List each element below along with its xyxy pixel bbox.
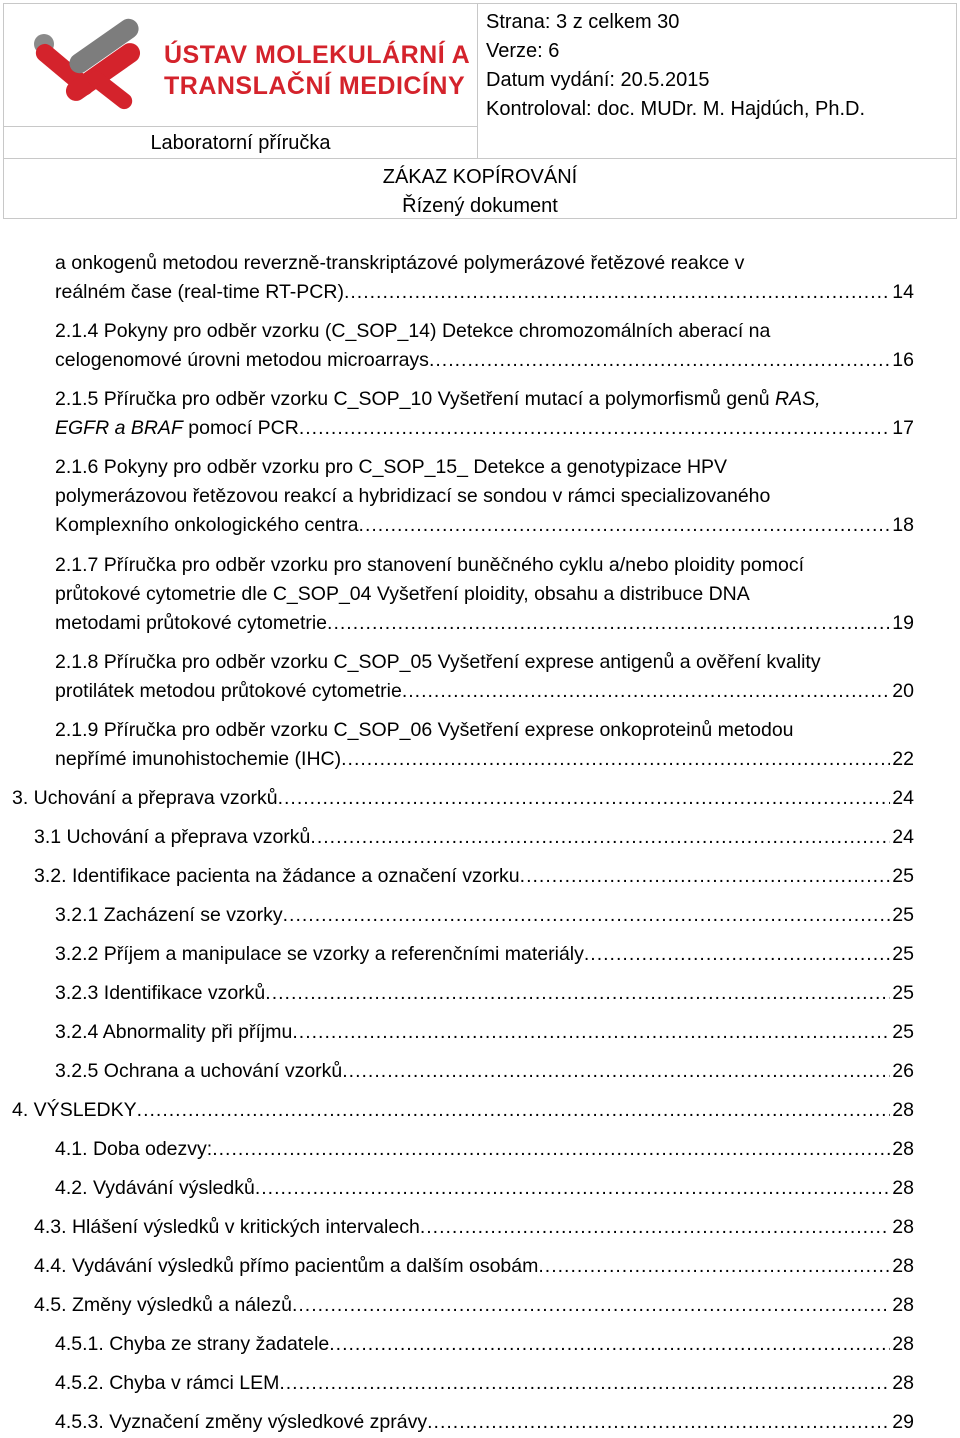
toc-leader (255, 1174, 890, 1203)
toc-leader (427, 1408, 890, 1437)
toc-page-number: 22 (892, 748, 914, 770)
toc-entry-last-line (55, 745, 914, 774)
toc-entry-text: 4.5.3. Vyznačení změny výsledkové zprávy (55, 1411, 428, 1433)
document-info (478, 4, 956, 159)
logo-cell (4, 4, 478, 127)
toc-entry-last-line (55, 414, 914, 443)
toc-entry-text: 4.1. Doba odezvy: (55, 1138, 213, 1160)
toc-leader (520, 862, 891, 891)
page-counter: Strana: 3 z celkem 30 (486, 11, 680, 33)
toc-entry[interactable] (34, 823, 914, 852)
toc-page-number: 28 (892, 1333, 914, 1355)
toc-entry[interactable] (34, 1213, 914, 1242)
toc-page-number: 25 (892, 1021, 914, 1043)
toc-entry[interactable] (55, 1369, 914, 1398)
toc-leader (359, 511, 891, 540)
toc-entry[interactable] (55, 716, 914, 774)
toc-page-number: 24 (892, 826, 914, 848)
toc-page-number: 26 (892, 1060, 914, 1082)
toc-leader (212, 1135, 890, 1164)
toc-leader (137, 1096, 891, 1125)
toc-leader (310, 823, 890, 852)
toc-entry[interactable] (55, 1408, 914, 1437)
toc-entry-text: 3.2. Identifikace pacienta na žádance a označení vzorku (34, 865, 520, 887)
toc-entry-text: a onkogenů metodou reverzně-transkriptázové polymerázové řetězové reakce v (55, 252, 745, 274)
toc-leader (279, 1369, 890, 1398)
document-title: Laboratorní příručka (4, 127, 478, 159)
toc-entry-text: 4. VÝSLEDKY (12, 1099, 137, 1121)
toc-page-number: 28 (892, 1372, 914, 1394)
checked-by: Kontroloval: doc. MUDr. M. Hajdúch, Ph.D. (486, 98, 866, 120)
toc-entry-text-part: 2.1.5 Příručka pro odběr vzorku C_SOP_10 Vyšetření mutací a polymorfismů genů (55, 388, 776, 410)
toc-entry-text-part: pomocí PCR (182, 417, 299, 439)
toc-entry-text: metodami průtokové cytometrie (55, 612, 328, 634)
toc-entry-text: 3.2.5 Ochrana a uchování vzorků (55, 1060, 343, 1082)
toc-page-number: 16 (892, 349, 914, 371)
institute-name-line2: TRANSLAČNÍ MEDICÍNY (164, 72, 466, 100)
toc-entry-italic-part: RAS, (775, 388, 821, 410)
toc-entry-text: průtokové cytometrie dle C_SOP_04 Vyšetření ploidity, obsahu a distribuce DNA (55, 583, 750, 605)
controlled-document: Řízený dokument (402, 195, 558, 217)
toc-leader (265, 979, 890, 1008)
toc-entry-text: Komplexního onkologického centra (55, 514, 359, 536)
toc-page-number: 14 (892, 281, 914, 303)
issue-date: Datum vydání: 20.5.2015 (486, 69, 710, 91)
toc-page-number: 28 (892, 1216, 914, 1238)
toc-page-number: 28 (892, 1255, 914, 1277)
toc-leader (341, 745, 890, 774)
toc-page-number: 18 (892, 514, 914, 536)
institute-name (164, 40, 470, 102)
toc-entry-text: 2.1.7 Příručka pro odběr vzorku pro stanovení buněčného cyklu a/nebo ploidity pomocí (55, 554, 805, 576)
toc-entry[interactable] (55, 1018, 914, 1047)
toc-entry-text: 2.1.4 Pokyny pro odběr vzorku (C_SOP_14) Detekce chromozomálních aberací na (55, 320, 771, 342)
toc-entry[interactable] (55, 1174, 914, 1203)
toc-entry-text: protilátek metodou průtokové cytometrie (55, 680, 402, 702)
toc-leader (329, 1330, 890, 1359)
toc-page-number: 28 (892, 1138, 914, 1160)
toc-leader (429, 346, 890, 375)
toc-page-number: 28 (892, 1177, 914, 1199)
toc-entry[interactable] (55, 1330, 914, 1359)
toc-leader (344, 278, 890, 307)
toc-entry[interactable] (55, 1135, 914, 1164)
toc-leader (278, 784, 891, 813)
toc-entry-last-line (55, 278, 914, 307)
toc-entry-text: 4.5.1. Chyba ze strany žadatele (55, 1333, 330, 1355)
toc-leader (584, 940, 890, 969)
document-header (3, 3, 957, 219)
toc-entry[interactable] (55, 1057, 914, 1086)
version: Verze: 6 (486, 40, 560, 62)
toc-entry-last-line (55, 346, 914, 375)
toc-entry-text: 4.5. Změny výsledků a nálezů (34, 1294, 292, 1316)
toc-page-number: 24 (892, 787, 914, 809)
toc-page-number: 19 (892, 612, 914, 634)
toc-leader (299, 414, 890, 443)
copy-prohibited: ZÁKAZ KOPÍROVÁNÍ (382, 166, 578, 188)
toc-entry-text: 4.5.2. Chyba v rámci LEM (55, 1372, 280, 1394)
toc-entry[interactable] (55, 551, 914, 638)
toc-entry-text: 3.2.4 Abnormality při příjmu (55, 1021, 293, 1043)
toc-entry[interactable] (55, 385, 914, 443)
toc-entry-last-line (55, 511, 914, 540)
toc-page-number: 25 (892, 865, 914, 887)
toc-entry[interactable] (55, 901, 914, 930)
institute-name-line1: ÚSTAV MOLEKULÁRNÍ A (164, 41, 471, 69)
toc-entry-text: reálném čase (real-time RT-PCR) (55, 281, 344, 303)
toc-entry-last-line (55, 677, 914, 706)
toc-leader (292, 1291, 890, 1320)
toc-leader (292, 1018, 890, 1047)
toc-page-number: 28 (892, 1099, 914, 1121)
toc-page-number: 25 (892, 904, 914, 926)
toc-entry-text: 3. Uchování a přeprava vzorků (12, 787, 278, 809)
toc-entry-text: 4.3. Hlášení výsledků v kritických intervalech (34, 1216, 420, 1238)
document-status (4, 159, 956, 219)
toc-leader (420, 1213, 890, 1242)
toc-leader (538, 1252, 890, 1281)
toc-entry-text: 3.2.3 Identifikace vzorků (55, 982, 266, 1004)
toc-page-number: 20 (892, 680, 914, 702)
toc-entry-text: celogenomové úrovni metodou microarrays (55, 349, 429, 371)
toc-entry[interactable] (34, 1291, 914, 1320)
toc-entry[interactable] (55, 249, 914, 307)
toc-entry-text: nepřímé imunohistochemie (IHC) (55, 748, 342, 770)
toc-entry[interactable] (55, 940, 914, 969)
toc-page-number: 25 (892, 982, 914, 1004)
toc-entry[interactable] (34, 1252, 914, 1281)
toc-entry-text: 3.2.2 Příjem a manipulace se vzorky a referenčními materiály (55, 943, 584, 965)
toc-entry-text (55, 385, 914, 414)
toc-entry-text: 2.1.9 Příručka pro odběr vzorku C_SOP_06 Vyšetření exprese onkoproteinů metodou (55, 719, 794, 741)
toc-entry-text: 3.2.1 Zacházení se vzorky (55, 904, 283, 926)
toc-leader (327, 609, 890, 638)
toc-entry[interactable] (55, 979, 914, 1008)
toc-page-number: 29 (892, 1411, 914, 1433)
toc-entry-text: 4.2. Vydávání výsledků (55, 1177, 255, 1199)
toc-entry-last-line (55, 609, 914, 638)
toc-entry-text: 3.1 Uchování a přeprava vzorků (34, 826, 311, 848)
institute-logo-icon (24, 16, 154, 116)
toc-entry-text: 2.1.6 Pokyny pro odběr vzorku pro C_SOP_15_ Detekce a genotypizace HPV (55, 456, 728, 478)
toc-entry[interactable] (55, 453, 914, 540)
toc-entry-text: 2.1.8 Příručka pro odběr vzorku C_SOP_05 Vyšetření exprese antigenů a ověření kvality (55, 651, 821, 673)
toc-entry[interactable] (55, 317, 914, 375)
toc-entry-text: 4.4. Vydávání výsledků přímo pacientům a dalším osobám (34, 1255, 539, 1277)
toc-entry-italic-part: EGFR a BRAF (55, 417, 183, 439)
toc-leader (342, 1057, 890, 1086)
toc-page-number: 17 (892, 417, 914, 439)
toc-entry-text: polymerázovou řetězovou reakcí a hybridizací se sondou v rámci specializovaného (55, 485, 771, 507)
toc-entry[interactable] (34, 862, 914, 891)
toc-page-number: 25 (892, 943, 914, 965)
toc-leader (402, 677, 890, 706)
toc-leader (283, 901, 891, 930)
toc-entry[interactable] (12, 784, 914, 813)
toc-entry[interactable] (12, 1096, 914, 1125)
toc-page-number: 28 (892, 1294, 914, 1316)
toc-entry[interactable] (55, 648, 914, 706)
